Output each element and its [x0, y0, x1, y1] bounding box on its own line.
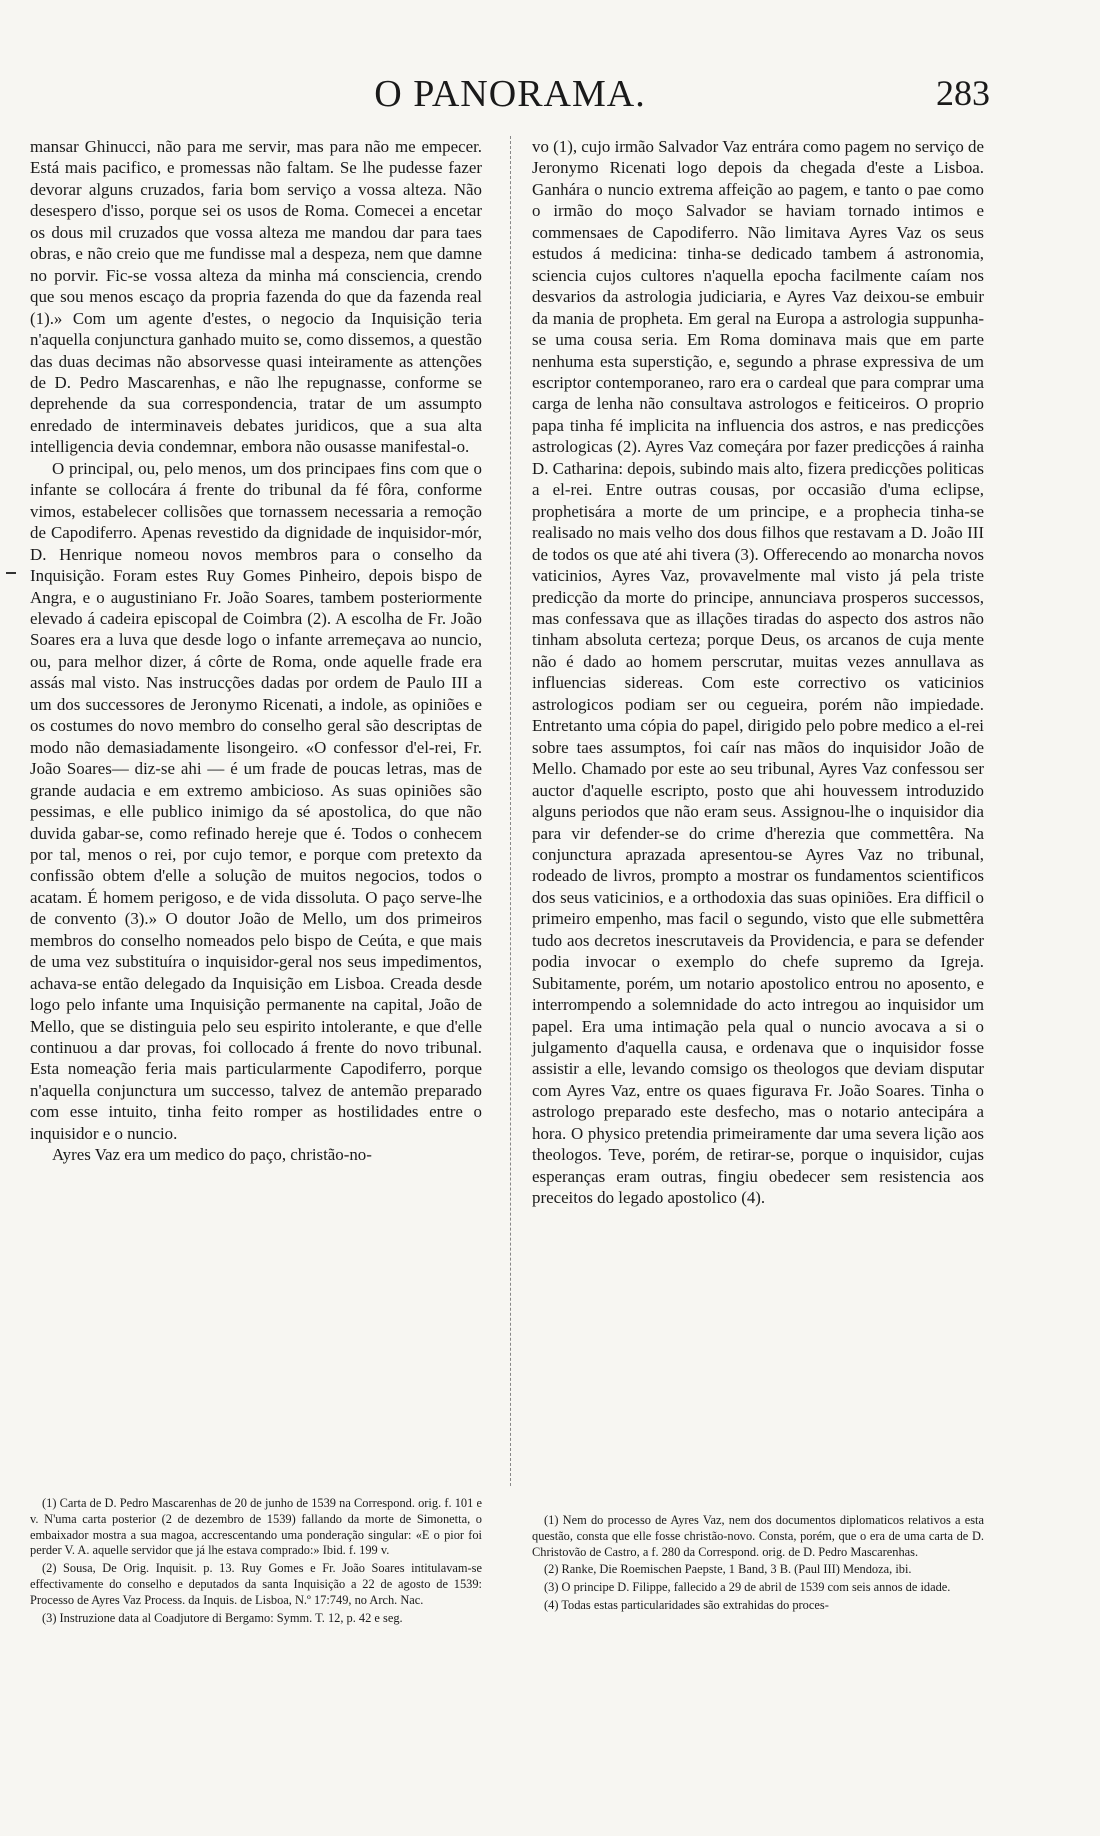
footnotes-left: [30, 1496, 482, 1628]
footnote: (3) Instruzione data al Coadjutore di Bergamo: Symm. T. 12, p. 42 e seg.: [42, 1610, 403, 1625]
footnote: (4) Todas estas particularidades são extrahidas do proces-: [544, 1597, 829, 1612]
footnote: (1) Carta de D. Pedro Mascarenhas de 20 de junho de 1539 na Correspond. orig. f. 101 e v. N'uma carta posterior (2 de dezembro de 1539) fallando da morte de Simonetta, o embaixador mostra a sua magoa, accrescentando uma ponderação singular: «E o pior foi perder V. A. aquelle servidor que já lhe estava comprado:» Ibid. f. 199 v.: [30, 1496, 482, 1558]
footnote: (3) O principe D. Filippe, fallecido a 29 de abril de 1539 com seis annos de idade.: [544, 1580, 951, 1595]
page-number: 283: [936, 73, 990, 113]
paragraph: mansar Ghinucci, não para me servir, mas para não me empecer. Está mais pacifico, e promessas não faltam. Se lhe pudesse fazer devorar alguns cruzados, faria bom serviço a vossa alteza. Não desespero d'isso, porque sei os usos de Roma. Comecei a encetar os dous mil cruzados que vossa alteza me mandou dar para taes obras, e não creio que me fundisse mal a despeza, nem que damne no porvir. Fic-se vossa alteza da minha má consciencia, crendo que sou menos escaço da propria fazenda do que da fazenda real (1).» Com um agente d'estes, o negocio da Inquisição teria n'aquella conjunctura ganhado muito se, como dissemos, a questão das duas decimas não absorvesse quasi inteiramente as attenções de D. Pedro Mascarenhas, e não lhe repugnasse, conforme se deprehende da sua correspondencia, tratar de um assumpto enredado de interminaveis debates juridicos, que a sua alta intelligencia devia condemnar, embora não ousasse manifestal-o.: [30, 137, 482, 457]
journal-title: O PANORAMA.: [374, 73, 646, 115]
paragraph: O principal, ou, pelo menos, um dos principaes fins com que o infante se collocára á frente do tribunal da fé fôra, conforme vimos, estabelecer collisões que tornassem necessaria a remoção de Capodiferro. Apenas revestido da dignidade de inquisidor-mór, D. Henrique nomeou novos membros para o conselho da Inquisição. Foram estes Ruy Gomes Pinheiro, depois bispo de Angra, e o augustiniano Fr. João Soares, tambem posteriormente elevado á cadeira episcopal de Coimbra (2). A escolha de Fr. João Soares era a luva que desde logo o infante arremeçava ao nuncio, ou, para melhor dizer, á côrte de Roma, onde aquelle frade era assás mal visto. Nas instrucções dadas por ordem de Paulo III a um dos successores de Jeronymo Ricenati, a indole, as opiniões e os costumes do novo membro do conselho geral são descriptas de modo não demasiadamente lisongeiro. «O confessor d'el-rei, Fr. João Soares— diz-se ahi — é um frade de poucas letras, mas de grande audacia e em extremo ambicioso. As suas opiniões são pessimas, e elle publico inimigo da sé apostolica, do que não duvida gabar-se, como refinado hereje que é. Todos o conhecem por tal, menos o rei, por cujo temor, e porque com pretexto da confissão obtem d'elle a solução de muitos negocios, todos o acatam. É homem perigoso, e de vida dissoluta. O paço serve-lhe de convento (3).» O doutor João de Mello, um dos primeiros membros do conselho nomeados pelo bispo de Ceúta, e que mais de uma vez substituíra o inquisidor-geral nos seus impedimentos, achava-se então delegado da Inquisição em Lisboa. Creada desde logo pelo infante uma Inquisição permanente na capital, João de Mello, que se distinguia pelo seu espirito intolerante, e que d'elle continuou a dar provas, foi collocado á frente do novo tribunal. Esta nomeação feria mais particularmente Capodiferro, porque n'aquella conjunctura um successo, talvez de antemão preparado com esse intuito, tinha feito romper as hostilidades entre o inquisidor e o nuncio.: [30, 458, 482, 1143]
page-header: [30, 72, 990, 120]
left-column: [30, 136, 482, 1166]
footnotes-right: [532, 1513, 984, 1616]
footnote: (2) Sousa, De Orig. Inquisit. p. 13. Ruy Gomes e Fr. João Soares intitulavam-se effectivamente do conselho e deputados da santa Inquisição a 22 de agosto de 1539: Processo de Ayres Vaz Process. da Inquis. de Lisboa, N.º 17:749, no Arch. Nac.: [30, 1561, 482, 1607]
column-divider: [510, 136, 511, 1486]
footnote: (2) Ranke, Die Roemischen Paepste, 1 Band, 3 B. (Paul III) Mendoza, ibi.: [544, 1562, 912, 1577]
right-column: [532, 136, 984, 1209]
margin-mark: [6, 572, 16, 574]
footnote: (1) Nem do processo de Ayres Vaz, nem dos documentos diplomaticos relativos a esta questão, consta que elle fosse christão-novo. Consta, porém, que o era de uma carta de D. Christovão de Castro, a f. 280 da Correspond. orig. de D. Pedro Mascarenhas.: [532, 1513, 984, 1559]
paragraph: Ayres Vaz era um medico do paço, christão-no-: [52, 1145, 372, 1165]
paragraph: vo (1), cujo irmão Salvador Vaz entrára como pagem no serviço de Jeronymo Ricenati logo depois da chegada d'este a Lisboa. Ganhára o nuncio extrema affeição ao pagem, e tanto o pae como o irmão do moço Salvador se haviam tornado intimos e commensaes de Capodiferro. Não limitava Ayres Vaz os seus estudos á medicina: tinha-se dedicado tambem á astronomia, sciencia cujos cultores n'aquella epocha facilmente caíam nos desvarios da astrologia judiciaria, e Ayres Vaz deixou-se embuir da mania de propheta. Em geral na Europa a astrologia suppunha-se uma cousa seria. Em Roma dominava mais que em parte nenhuma esta superstição, e, segundo a phrase expressiva de um escriptor contemporaneo, raro era o cardeal que para comprar uma carga de lenha não consultava astrologos e feiticeiros. O proprio papa tinha fé implicita na influencia dos astros, e nas predicções astrologicas (2). Ayres Vaz começára por fazer predicções á rainha D. Catharina: depois, subindo mais alto, fizera predicções politicas a el-rei. Entre outras cousas, por occasião d'uma eclipse, prophetisára a morte de um principe, e a prophecia tinha-se realisado no mais velho dos dous filhos que restavam a D. João III de todos os que até ahi tivera (3). Offerecendo ao monarcha novos vaticinios, Ayres Vaz, provavelmente mal visto já pela triste predicção da morte do principe, annunciava prosperos successos, mas confessava que as illações tiradas do aspecto dos astros não tinham absoluta certeza; porque Deus, os arcanos de cuja mente não é dado ao homem perscrutar, muitas vezes annullava as influencias sidereas. Com este correctivo os vaticinios astrologicos podiam ser ou cegueira, porém não impiedade. Entretanto uma cópia do papel, dirigido pelo pobre medico a el-rei sobre taes assumptos, foi caír nas mãos do inquisidor João de Mello. Chamado por este ao seu tribunal, Ayres Vaz confessou ser auctor d'aquelle escripto, posto que ahi houvessem introduzido alguns periodos que não eram seus. Assignou-lhe o inquisidor dia para vir defender-se do crime d'herezia que commettêra. Na conjunctura aprazada apresentou-se Ayres Vaz no tribunal, rodeado de livros, prompto a mostrar os fundamentos scientificos dos seus vaticinios, e a orthodoxia das suas opiniões. Era difficil o primeiro empenho, mas facil o segundo, visto que elle submettêra tudo aos decretos inescrutaveis da Providencia, e para se defender podia invocar o exemplo do chefe supremo da Igreja. Subitamente, porém, um notario apostolico entrou no aposento, e interrompendo a solemnidade do acto intregou ao inquisidor um papel. Era uma intimação pela qual o nuncio avocava a si o julgamento d'aquella causa, e ordenava que o inquisidor fosse assistir a elle, levando comsigo os theologos que deviam disputar com Ayres Vaz, entre os quaes figurava Fr. João Soares. Tinha o astrologo preparado este desfecho, mas o notario antecipára a hora. O physico pretendia primeiramente dar uma severa lição aos theologos. Teve, porém, de retirar-se, porque o inquisidor, cujas esperanças eram outras, fingiu obedecer sem resistencia aos preceitos do legado apostolico (4).: [532, 137, 984, 1208]
